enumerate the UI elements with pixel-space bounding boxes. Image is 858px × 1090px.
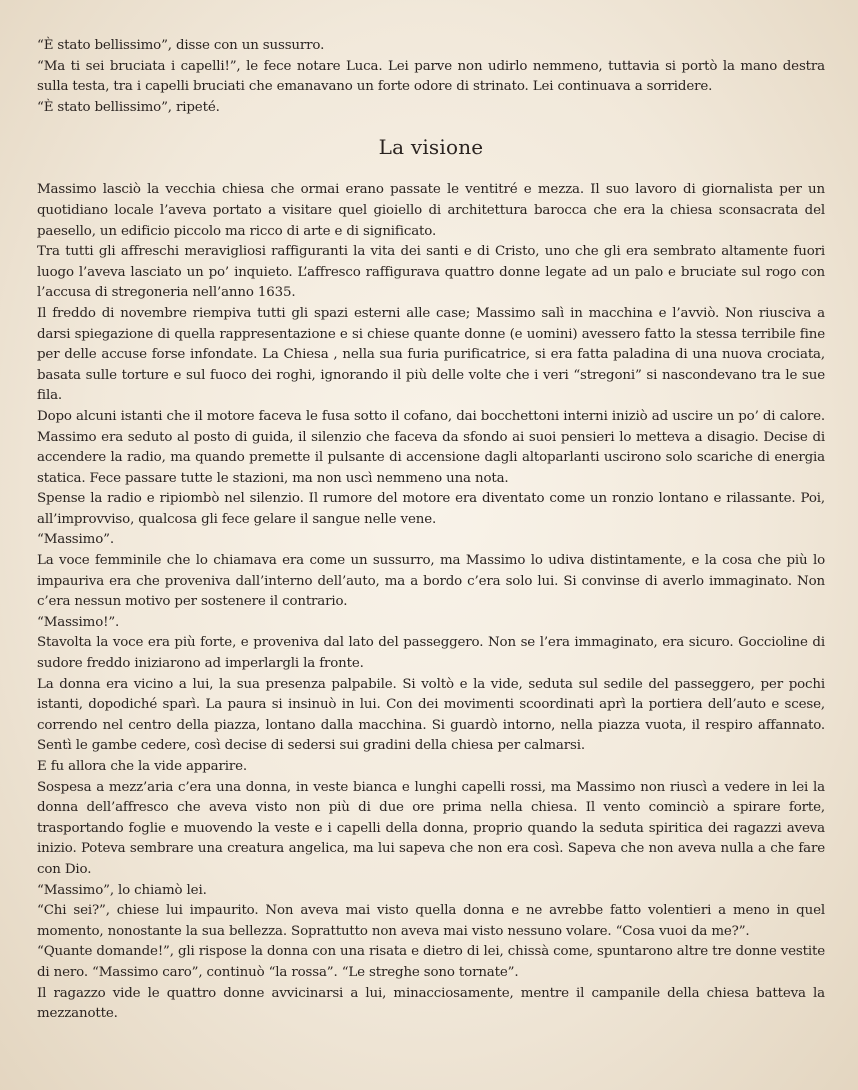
paragraph: E fu allora che la vide apparire. — [37, 759, 247, 774]
paragraph: La voce femminile che lo chiamava era come un sussurro, ma Massimo lo udiva distintamente, e la cosa che più lo impauriva era che proveniva dall’interno dell’auto, ma a bordo c’era solo lui. Si convinse di averlo immaginato. Non c’era nessun motivo per sostenere il contrario. — [37, 553, 825, 610]
paragraph: Spense la radio e ripiombò nel silenzio. Il rumore del motore era diventato come un ronzio lontano e rilassante. Poi, all’improvviso, qualcosa gli fece gelare il sangue nelle vene. — [37, 491, 825, 527]
paragraph: Tra tutti gli affreschi meravigliosi raffiguranti la vita dei santi e di Cristo, uno che gli era sembrato altamente fuori luogo l’aveva lasciato un po’ inquieto. L’affresco raffigurava quattro donne legate ad un palo e bruciate sul rogo con l’accusa di stregoneria nell’anno 1635. — [37, 244, 825, 301]
paragraph: “È stato bellissimo”, ripeté. — [37, 99, 220, 115]
story-section — [37, 180, 825, 1024]
section-title: La visione — [378, 135, 484, 160]
paragraph: La donna era vicino a lui, la sua presenza palpabile. Si voltò e la vide, seduta sul sedile del passeggero, per pochi istanti, dopodiché sparì. La paura si insinuò in lui. Con dei movimenti scoordinati aprì la portiera dell’auto e scese, correndo nel centro della piazza, lontano dalla macchina. Si guardò intorno, nella piazza vuota, il respiro affannato. Sentì le gambe cedere, così decise di sedersi sui gradini della chiesa per calmarsi. — [37, 676, 825, 754]
paragraph: Dopo alcuni istanti che il motore faceva le fusa sotto il cofano, dai bocchettoni interni iniziò ad uscire un po’ di calore. Massimo era seduto al posto di guida, il silenzio che faceva da sfondo ai suoi pensieri lo metteva a disagio. Decise di accendere la radio, ma quando premette il pulsante di accensione dagli altoparlanti uscirono solo scariche di energia statica. Fece passare tutte le stazioni, ma non uscì nemmeno una nota. — [37, 408, 825, 486]
paragraph: Il freddo di novembre riempiva tutti gli spazi esterni alle case; Massimo salì in macchina e l’avviò. Non riusciva a darsi spiegazione di quella rappresentazione e si chiese quante donne (e uomini) avessero fatto la stessa terribile fine per delle accuse forse infondate. La Chiesa , nella sua furia purificatrice, si era fatta paladina di una nuova crociata, basata sulle torture e sul fuoco dei roghi, ignorando il più delle volte che i veri “stregoni” si nascondevano tra le sue fila. — [37, 305, 825, 404]
paragraph: “Massimo”, lo chiamò lei. — [37, 882, 207, 898]
paragraph: “Massimo!”. — [37, 614, 120, 630]
paragraph: “Massimo”. — [37, 532, 114, 548]
paragraph: Il ragazzo vide le quattro donne avvicinarsi a lui, minacciosamente, mentre il campanile della chiesa batteva la mezzanotte. — [37, 985, 825, 1022]
paragraph: “Ma ti sei bruciata i capelli!”, le fece notare Luca. Lei parve non udirlo nemmeno, tuttavia si portò la mano destra sulla testa, tra i capelli bruciati che emanavano un forte odore di strinato. Lei continuava a sorridere. — [37, 58, 825, 95]
paragraph: “Quante domande!”, gli rispose la donna con una risata e dietro di lei, chissà come, spuntarono altre tre donne vestite di nero. “Massimo caro”, continuò “la rossa”. “Le streghe sono tornate”. — [37, 944, 825, 980]
paragraph: “Chi sei?”, chiese lui impaurito. Non aveva mai visto quella donna e ne avrebbe fatto volentieri a meno in quel momento, nonostante la sua bellezza. Soprattutto non aveva mai visto nessuno volare. “Cosa vuoi da me?”. — [37, 903, 825, 939]
paragraph: Massimo lasciò la vecchia chiesa che ormai erano passate le ventitré e mezza. Il suo lavoro di giornalista per un quotidiano locale l’aveva portato a visitare quel gioiello di architettura barocca che era la chiesa sconsacrata del paesello, un edificio piccolo ma ricco di arte e di significato. — [37, 182, 825, 239]
paragraph: “È stato bellissimo”, disse con un sussurro. — [37, 38, 325, 53]
paragraph: Sospesa a mezz’aria c’era una donna, in veste bianca e lunghi capelli rossi, ma Massimo non riuscì a vedere in lei la donna dell’affresco che aveva visto non più di due ore prima nella chiesa. Il vento cominciò a spirare forte, trasportando foglie e muovendo la veste e i capelli della donna, proprio quando la seduta spiritica dei ragazzi aveva inizio. Poteva sembrare una creatura angelica, ma lui sapeva che non era così. Sapeva che non aveva nulla a che fare con Dio. — [37, 779, 825, 877]
paragraph: Stavolta la voce era più forte, e proveniva dal lato del passeggero. Non se l’era immaginato, era sicuro. Goccioline di sudore freddo iniziarono ad imperlargli la fronte. — [37, 635, 825, 672]
intro-section — [37, 36, 825, 118]
